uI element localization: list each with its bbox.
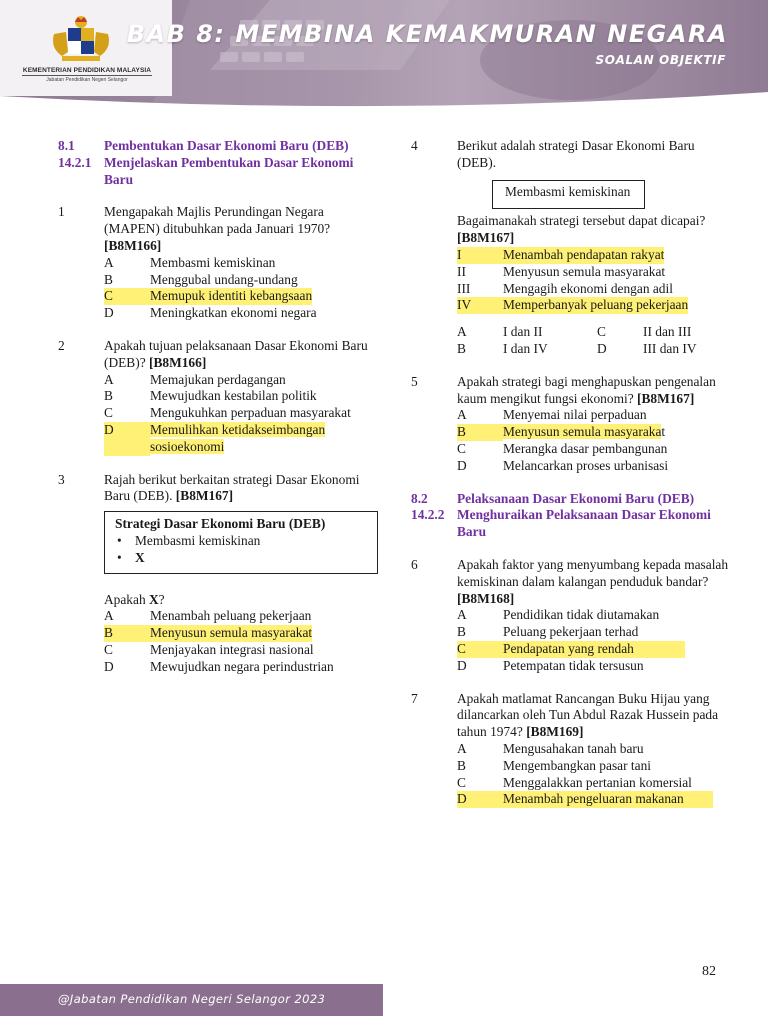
- left-column: [58, 138, 378, 692]
- question-text: Apakah faktor yang menyumbang kepada masalah kemiskinan dalam kalangan penduduk bandar? [B8M168]: [457, 556, 729, 606]
- question-6: [411, 557, 731, 675]
- logo-panel: [0, 0, 172, 96]
- option-c: C Menggalakkan pertanian komersial: [457, 774, 692, 790]
- option-a: A Mengusahakan tanah baru: [457, 740, 644, 756]
- answer-choices-grid: A I dan II C II dan III B I dan IV D III dan IV: [457, 324, 697, 356]
- page-header: [0, 0, 768, 112]
- option-c: C Mengukuhkan perpaduan masyarakat: [104, 405, 351, 421]
- strategy-box: Membasmi kemiskinan: [492, 180, 645, 210]
- section-heading-8-2: [411, 491, 731, 541]
- section-row: [411, 491, 731, 508]
- coat-of-arms-logo: [48, 14, 114, 64]
- question-text: Mengapakah Majlis Perundingan Negara (MAPEN) ditubuhkan pada Januari 1970? [B8M166]: [104, 204, 331, 253]
- option-d: D Mewujudkan negara perindustrian: [104, 658, 334, 674]
- ministry-name: KEMENTERIAN PENDIDIKAN MALAYSIA: [22, 67, 152, 74]
- department-name: Jabatan Pendidikan Negeri Selangor: [46, 77, 128, 83]
- right-column: [411, 138, 731, 824]
- statement-ii: II Menyusun semula masyarakat: [457, 263, 666, 279]
- statement-iv: IV Memperbanyak peluang pekerjaan: [457, 297, 689, 313]
- section-title: Menghuraikan Pelaksanaan Dasar Ekonomi Baru: [457, 507, 711, 540]
- question-text: Berikut adalah strategi Dasar Ekonomi Baru (DEB).: [457, 138, 695, 170]
- chapter-title: BAB 8: MEMBINA KEMAKMURAN NEGARA: [126, 20, 728, 48]
- question-number: 5: [411, 373, 418, 389]
- question-number: 1: [58, 204, 65, 220]
- question-code: [B8M166]: [104, 237, 162, 253]
- option-a: A Menyemai nilai perpaduan: [457, 407, 647, 423]
- section-number: 14.2.1: [58, 154, 92, 170]
- section-row: [58, 155, 378, 189]
- option-b: B Mengembangkan pasar tani: [457, 757, 651, 773]
- question-text: Apakah strategi bagi menghapuskan pengenalan kaum mengikut fungsi ekonomi? [B8M167]: [457, 373, 716, 406]
- option-a: A Menambah peluang pekerjaan: [104, 608, 312, 624]
- box-bullet: • Membasmi kemiskinan: [117, 532, 261, 548]
- option-c: C Merangka dasar pembangunan: [457, 440, 668, 456]
- option-d: D Melancarkan proses urbanisasi: [457, 457, 669, 473]
- question-4: [411, 138, 731, 358]
- question-number: 6: [411, 556, 418, 572]
- option-b: B Peluang pekerjaan terhad: [457, 624, 639, 640]
- question-code: [B8M168]: [457, 590, 515, 606]
- question-number: 3: [58, 471, 65, 487]
- section-title: Pembentukan Dasar Ekonomi Baru (DEB): [104, 138, 349, 153]
- section-number: 8.2: [411, 490, 428, 506]
- option-d: D Meningkatkan ekonomi negara: [104, 305, 317, 321]
- question-prompt: Apakah X?: [104, 591, 165, 607]
- question-3: [58, 472, 378, 676]
- strategy-diagram-box: [104, 511, 378, 573]
- option-b-answer: B Menyusun semula masyarakat: [104, 625, 313, 641]
- question-code: [B8M167]: [175, 488, 234, 504]
- question-code: [B8M166]: [149, 354, 207, 370]
- box-title: Strategi Dasar Ekonomi Baru (DEB): [115, 516, 326, 532]
- page-footer: [0, 984, 383, 1016]
- question-1: [58, 204, 378, 322]
- statement-iii: III Mengagih ekonomi dengan adil: [457, 280, 673, 296]
- question-text: Apakah matlamat Rancangan Buku Hijau yang dilancarkan oleh Tun Abdul Razak Hussein pada tahun 1974? [B8M169]: [457, 690, 719, 740]
- footer-credit: @Jabatan Pendidikan Negeri Selangor 2023: [58, 992, 326, 1006]
- option-b-answer: B Menyusun semula masyarakat: [457, 424, 666, 440]
- question-text: Apakah tujuan pelaksanaan Dasar Ekonomi Baru (DEB)? [B8M166]: [104, 337, 368, 370]
- option-b: B Mewujudkan kestabilan politik: [104, 388, 317, 404]
- section-heading-8-1: [58, 138, 378, 188]
- option-b: B Menggubal undang-undang: [104, 271, 298, 287]
- statement-i: I Menambah pendapatan rakyat: [457, 246, 665, 262]
- question-prompt: Bagaimanakah strategi tersebut dapat dicapai? [B8M167]: [457, 213, 706, 246]
- question-number: 4: [411, 138, 418, 153]
- option-a: A Membasmi kemiskinan: [104, 254, 276, 270]
- question-number: 2: [58, 337, 65, 353]
- question-5: [411, 374, 731, 475]
- section-row: [411, 507, 731, 541]
- question-code: [B8M169]: [526, 724, 584, 740]
- question-2: [58, 338, 378, 456]
- option-a: A Memajukan perdagangan: [104, 371, 286, 387]
- question-code: [B8M167]: [637, 390, 695, 406]
- option-d: D Petempatan tidak tersusun: [457, 657, 644, 673]
- section-number: 8.1: [58, 138, 75, 153]
- option-c-answer: C Memupuk identiti kebangsaan: [104, 288, 313, 304]
- section-title: Menjelaskan Pembentukan Dasar Ekonomi Baru: [104, 154, 354, 187]
- option-a: A Pendidikan tidak diutamakan: [457, 607, 660, 623]
- page-number: 82: [702, 964, 716, 979]
- option-d-answer: D Memulihkan ketidakseimbangan sosioekonomi: [104, 421, 326, 454]
- section-number: 14.2.2: [411, 507, 445, 523]
- box-bullet: • X: [117, 549, 145, 565]
- question-code: [B8M167]: [457, 230, 515, 246]
- ministry-divider: [22, 75, 152, 76]
- option-d-answer: D Menambah pengeluaran makanan: [457, 791, 713, 808]
- option-c-answer: C Pendapatan yang rendah: [457, 641, 685, 658]
- question-number: 7: [411, 690, 418, 706]
- section-row: [58, 138, 378, 155]
- question-text: Rajah berikut berkaitan strategi Dasar Ekonomi Baru (DEB). [B8M167]: [104, 471, 360, 504]
- option-c: C Menjayakan integrasi nasional: [104, 641, 314, 657]
- question-7: [411, 691, 731, 809]
- section-title: Pelaksanaan Dasar Ekonomi Baru (DEB): [457, 490, 695, 506]
- chapter-subtitle: SOALAN OBJEKTIF: [595, 53, 726, 67]
